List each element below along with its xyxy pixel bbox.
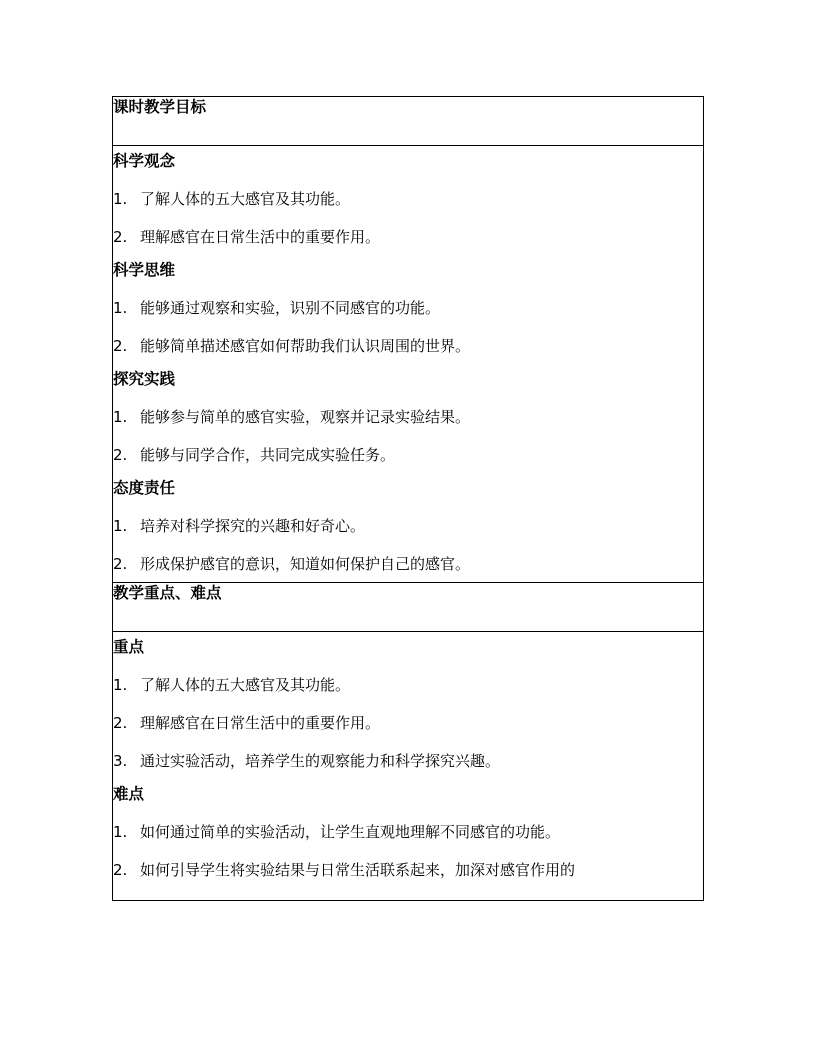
- list-item: [113, 189, 703, 209]
- item-text: 理解感官在日常生活中的重要作用。: [140, 228, 381, 246]
- item-number: 3.: [113, 752, 128, 770]
- section-content-key-points: [113, 632, 704, 901]
- item-number: 2.: [113, 714, 128, 732]
- item-number: 2.: [113, 228, 128, 246]
- item-number: 1.: [113, 517, 128, 535]
- item-number: 2.: [113, 337, 128, 355]
- lesson-plan-table: [112, 96, 704, 901]
- list-item: [113, 227, 703, 247]
- item-text: 通过实验活动，培养学生的观察能力和科学探究兴趣。: [140, 752, 501, 770]
- list-item: [113, 298, 703, 318]
- list-item: [113, 407, 703, 427]
- group-heading: 探究实践: [113, 370, 176, 388]
- list-item: [113, 713, 703, 733]
- item-text: 形成保护感官的意识，知道如何保护自己的感官。: [140, 555, 471, 573]
- item-number: 2.: [113, 861, 128, 879]
- list-item: [113, 554, 703, 574]
- item-text: 能够与同学合作，共同完成实验任务。: [140, 446, 396, 464]
- item-text: 如何引导学生将实验结果与日常生活联系起来，加深对感官作用的: [140, 861, 576, 879]
- list-item: [113, 516, 703, 536]
- item-text: 能够通过观察和实验，识别不同感官的功能。: [140, 299, 441, 317]
- item-number: 2.: [113, 555, 128, 573]
- table-row: [113, 146, 704, 583]
- item-number: 1.: [113, 676, 128, 694]
- table-row: [113, 632, 704, 901]
- item-text: 培养对科学探究的兴趣和好奇心。: [140, 517, 366, 535]
- group-heading: 重点: [113, 638, 145, 656]
- item-number: 1.: [113, 823, 128, 841]
- section-header-objectives: 课时教学目标: [113, 97, 704, 146]
- group-heading: 态度责任: [113, 479, 176, 497]
- item-number: 1.: [113, 299, 128, 317]
- list-item: [113, 445, 703, 465]
- table-row: [113, 583, 704, 632]
- item-text: 理解感官在日常生活中的重要作用。: [140, 714, 381, 732]
- item-text: 如何通过简单的实验活动，让学生直观地理解不同感官的功能。: [140, 823, 561, 841]
- item-text: 能够参与简单的感官实验，观察并记录实验结果。: [140, 408, 471, 426]
- list-item: [113, 751, 703, 771]
- item-text: 了解人体的五大感官及其功能。: [140, 190, 351, 208]
- item-number: 2.: [113, 446, 128, 464]
- group-heading: 科学思维: [113, 261, 176, 279]
- item-text: 了解人体的五大感官及其功能。: [140, 676, 351, 694]
- item-text: 能够简单描述感官如何帮助我们认识周围的世界。: [140, 337, 471, 355]
- section-header-key-points: 教学重点、难点: [113, 583, 704, 632]
- group-heading: 难点: [113, 785, 145, 803]
- item-number: 1.: [113, 190, 128, 208]
- group-heading: 科学观念: [113, 152, 176, 170]
- list-item: [113, 860, 703, 880]
- cell-padding: [113, 574, 703, 582]
- list-item: [113, 822, 703, 842]
- list-item: [113, 336, 703, 356]
- item-number: 1.: [113, 408, 128, 426]
- list-item: [113, 675, 703, 695]
- section-content-objectives: [113, 146, 704, 583]
- table-row: [113, 97, 704, 146]
